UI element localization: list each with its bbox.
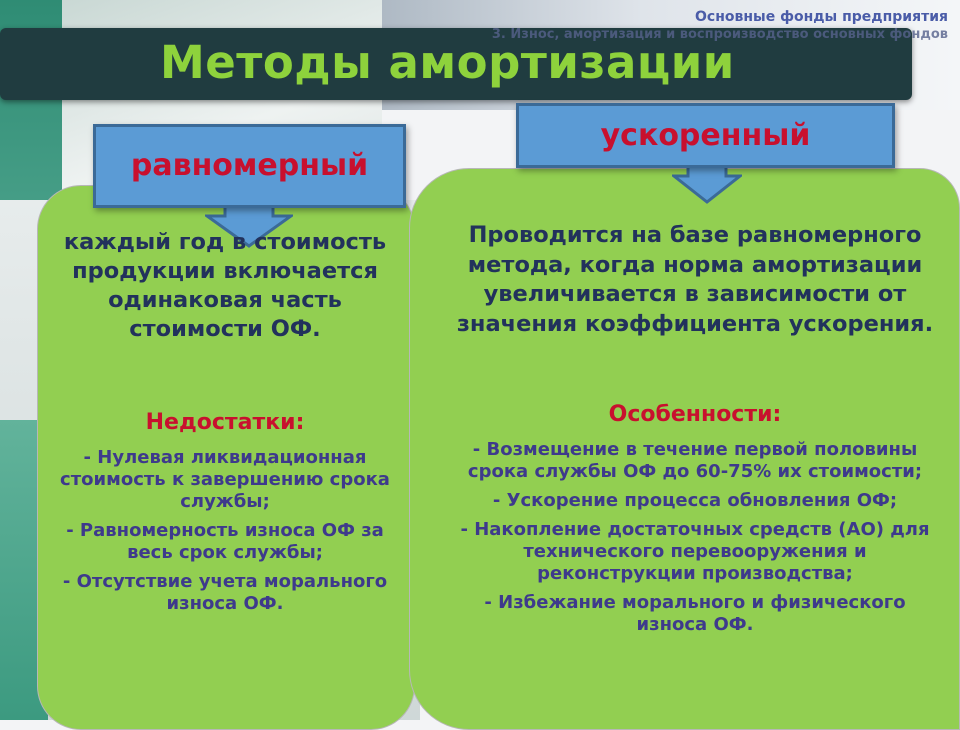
header-topic: Основные фонды предприятия [695, 9, 948, 25]
label-uniform: равномерный [93, 124, 406, 208]
uniform-description: каждый год в стоимость продукции включается одинаковая часть стоимости ОФ. [63, 229, 387, 342]
slide-title: Методы амортизации [160, 36, 735, 89]
uniform-disadvantages-heading: Недостатки: [145, 410, 305, 435]
list-item: - Возмещение в течение первой половины срока службы ОФ до 60-75% их стоимости; [467, 439, 923, 482]
list-item: - Ускорение процесса обновления ОФ; [492, 490, 898, 511]
list-item: - Отсутствие учета морального износа ОФ. [62, 571, 388, 614]
list-item: - Накопление достаточных средств (АО) для технического перевооружения и реконструкции производства; [460, 519, 930, 584]
uniform-disadvantages-list [60, 447, 390, 622]
accelerated-features-heading: Особенности: [608, 402, 782, 427]
label-accelerated: ускоренный [516, 103, 895, 168]
list-item: - Равномерность износа ОФ за весь срок службы; [66, 520, 384, 563]
accelerated-description: Проводится на базе равномерного метода, когда норма амортизации увеличивается в зависимости от значения коэффициента ускорения. [456, 222, 934, 337]
header-section: 3. Износ, амортизация и воспроизводство основных фондов [491, 27, 948, 42]
accelerated-features-list [460, 439, 930, 643]
list-item: - Избежание морального и физического износа ОФ. [484, 592, 906, 635]
list-item: - Нулевая ликвидационная стоимость к завершению срока службы; [60, 447, 390, 512]
